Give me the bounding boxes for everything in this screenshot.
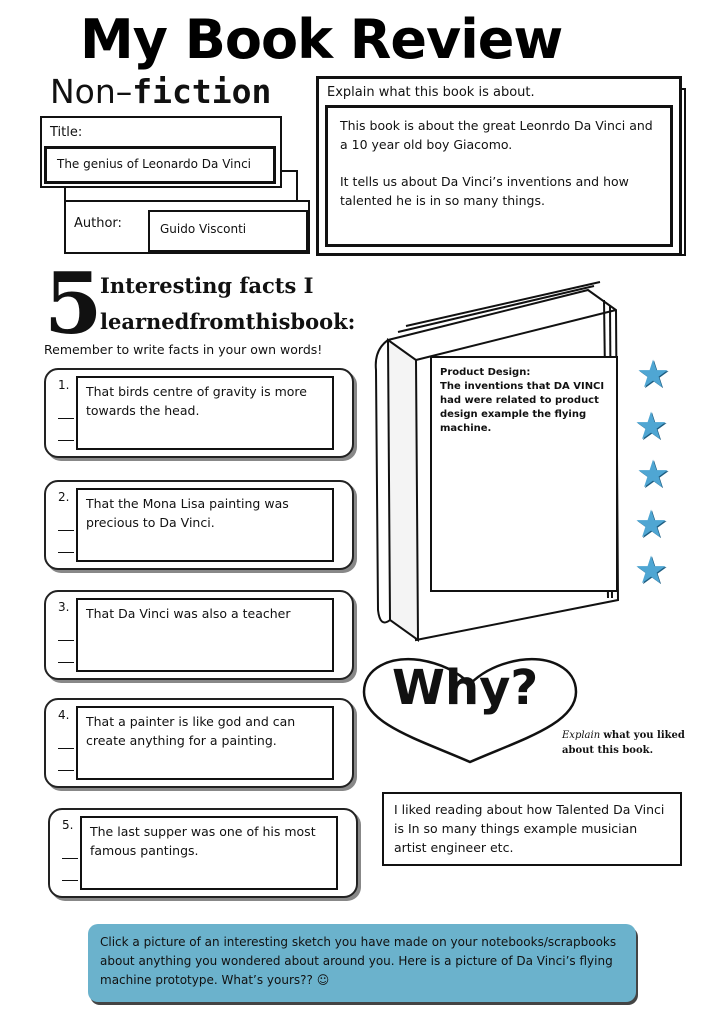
fact-rule (58, 748, 74, 749)
title-field[interactable] (44, 146, 276, 184)
fact-text: The last supper was one of his most famous pantings. (90, 824, 316, 858)
author-box (64, 200, 310, 254)
author-value: Guido Visconti (160, 222, 247, 236)
author-label: Author: (74, 216, 122, 231)
facts-heading-line-1: Interesting facts I (100, 273, 314, 298)
fact-card-4 (44, 698, 354, 788)
about-paragraph-1: This book is about the great Leonrdo Da Vinci and a 10 year old boy Giacomo. (340, 118, 653, 152)
fact-text: That birds centre of gravity is more towards the head. (86, 384, 307, 418)
rating-star-icon[interactable]: ★ (636, 452, 671, 496)
fact-rule (62, 858, 78, 859)
fact-card-5 (48, 808, 358, 898)
fact-rule (58, 418, 74, 419)
fact-text: That Da Vinci was also a teacher (86, 606, 291, 621)
fact-number: 3. (58, 600, 70, 614)
fact-field-3[interactable] (76, 598, 334, 672)
fact-number: 5. (62, 818, 74, 832)
facts-heading-line-2: learnedfromthisbook: (100, 309, 356, 334)
why-instruction-italic: Explain (562, 730, 601, 741)
fact-number: 1. (58, 378, 70, 392)
why-instruction (562, 728, 719, 758)
fact-number: 2. (58, 490, 70, 504)
fact-rule (58, 662, 74, 663)
fact-rule (58, 552, 74, 553)
footer-banner (88, 924, 636, 1002)
fact-rule (62, 880, 78, 881)
about-box (316, 76, 682, 256)
rating-star-icon[interactable]: ★ (634, 404, 669, 448)
fact-field-1[interactable] (76, 376, 334, 450)
genre-subtitle (50, 72, 271, 111)
fact-card-1 (44, 368, 354, 458)
fact-rule (58, 440, 74, 441)
fact-rule (58, 640, 74, 641)
fact-field-5[interactable] (80, 816, 338, 890)
title-label: Title: (50, 125, 83, 140)
fact-rule (58, 530, 74, 531)
why-instruction-bold: what you liked about this book. (562, 730, 685, 756)
why-heading: Why? (392, 660, 539, 716)
about-paragraph-2: It tells us about Da Vinci’s inventions and how talented he is in so many things. (340, 174, 629, 208)
facts-heading (100, 268, 355, 340)
fact-number: 4. (58, 708, 70, 722)
book-panel-field[interactable] (430, 356, 618, 592)
footer-text: Click a picture of an interesting sketch you have made on your notebooks/scrapbooks about anything you wondered about around you. Here is a picture of Da Vinci’s flying machine prototype. What’s yours?? ☺ (100, 935, 617, 987)
facts-number: 5 (44, 254, 103, 353)
title-box (40, 116, 282, 188)
subtitle-prefix: Non– (50, 72, 133, 111)
subtitle-genre: fiction (132, 72, 272, 111)
fact-rule (58, 770, 74, 771)
fact-card-3 (44, 590, 354, 680)
fact-text: That a painter is like god and can create anything for a painting. (86, 714, 296, 748)
rating-star-icon[interactable]: ★ (634, 548, 669, 592)
why-answer-text: I liked reading about how Talented Da Vinci is In so many things example musician artist engineer etc. (394, 802, 665, 855)
title-value: The genius of Leonardo Da Vinci (57, 157, 252, 171)
fact-card-2 (44, 480, 354, 570)
book-panel-text: The inventions that DA VINCI had were related to product design example the flying machine. (440, 381, 605, 434)
book-panel-heading: Product Design: (440, 367, 531, 378)
about-answer-field[interactable] (325, 105, 673, 247)
about-prompt: Explain what this book is about. (327, 85, 535, 100)
fact-text: That the Mona Lisa painting was precious to Da Vinci. (86, 496, 289, 530)
rating-star-icon[interactable]: ★ (634, 502, 669, 546)
author-field[interactable] (148, 210, 308, 252)
facts-reminder: Remember to write facts in your own words! (44, 342, 323, 357)
rating-star-icon[interactable]: ★ (636, 352, 671, 396)
page-title: My Book Review (80, 8, 563, 71)
why-answer-field[interactable] (382, 792, 682, 866)
fact-field-2[interactable] (76, 488, 334, 562)
fact-field-4[interactable] (76, 706, 334, 780)
